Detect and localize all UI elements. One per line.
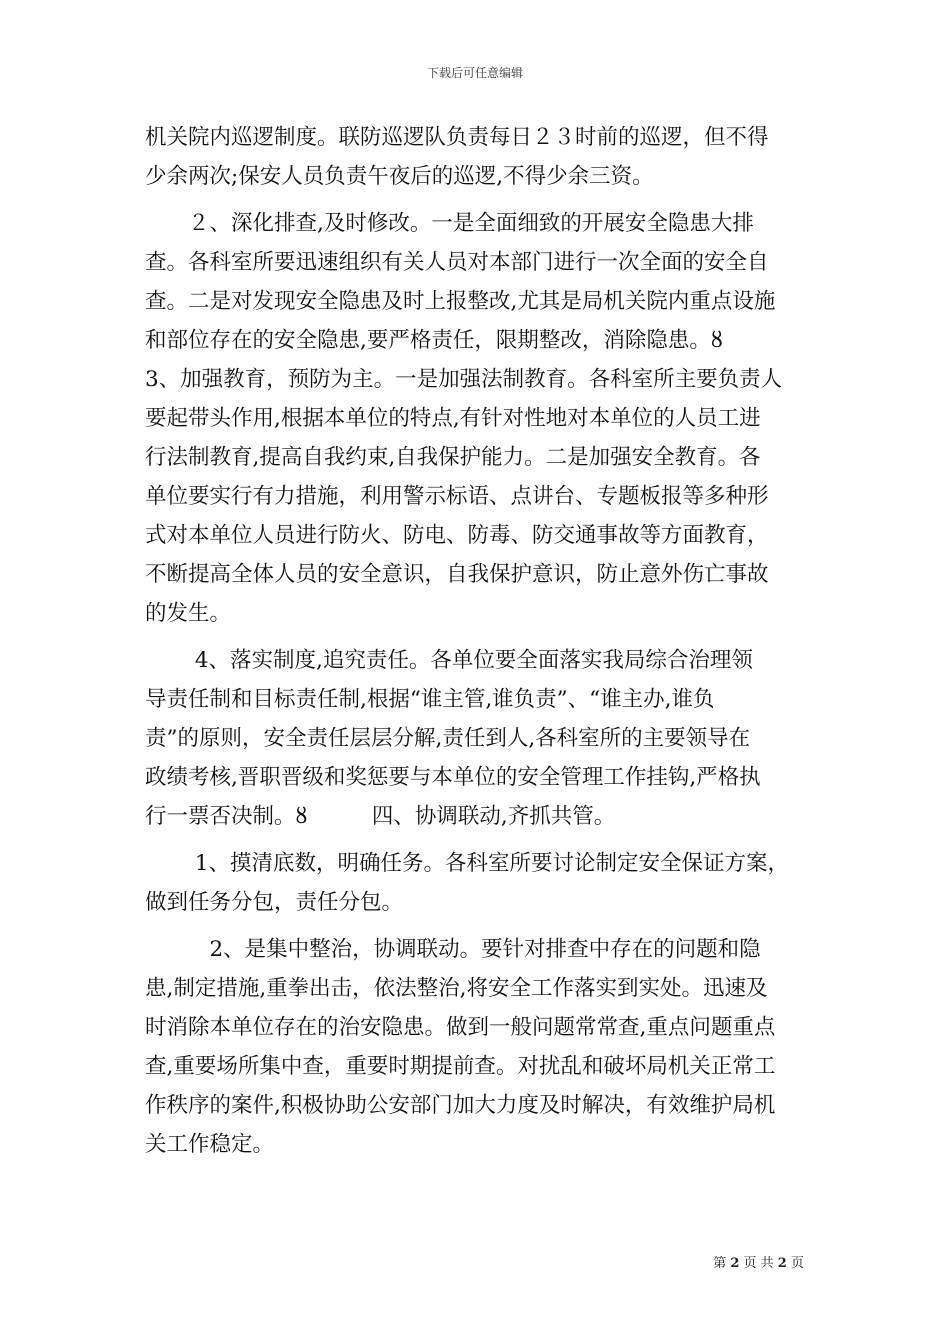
text-line: 单位要实行有力措施，利用警示标语、点讲台、专题板报等多种形 [145,484,769,509]
text-line: 做到任务分包，责任分包。 [145,890,404,915]
text-line: 导责任制和目标责任制,根据“谁主管,谁负责”、“谁主办,谁负 [145,687,715,712]
text-line: 作秩序的案件,积极协助公安部门加大力度及时解决，有效维护局机 [145,1093,776,1118]
text-line: 式对本单位人员进行防火、防电、防毒、防交通事故等方面教育， [145,523,769,548]
current-page-number: 2 [730,1256,740,1271]
text-line: 4、落实制度,追究责任。各单位要全面落实我局综合治理领 [145,648,753,673]
text-line: 3、加强教育，预防为主。一是加强法制教育。各科室所主要负责人 [145,367,783,392]
text-line: 查。各科室所要迅速组织有关人员对本部门进行一次全面的安全自 [145,250,769,275]
footer-suffix: 页 [790,1256,804,1271]
text-line: 行法制教育,提高自我约束,自我保护能力。二是加强安全教育。各 [145,445,761,470]
text-line: 少余两次;保安人员负责午夜后的巡逻,不得少余三资。 [145,164,654,189]
text-line: 不断提高全体人员的安全意识，自我保护意识，防止意外伤亡事故 [145,562,769,587]
text-line: 政绩考核,晋职晋级和奖惩要与本单位的安全管理工作挂钩,严格执 [145,765,761,790]
text-line: 查。二是对发现安全隐患及时上报整改,尤其是局机关院内重点设施 [145,289,776,314]
footer-prefix: 第 [713,1256,727,1271]
text-line: 患,制定措施,重拳出击，依法整治,将安全工作落实到实处。迅速及 [145,976,768,1001]
text-line: 要起带头作用,根据本单位的特点,有针对性地对本单位的人员工进 [145,406,761,431]
text-line: 的发生。 [145,601,232,626]
page-header: 下载后可任意编辑 [426,66,523,80]
text-line: 2、是集中整治，协调联动。要针对排查中存在的问题和隐 [145,937,761,962]
page-footer [713,1252,804,1271]
text-line: 机关院内巡逻制度。联防巡逻队负责每日２３时前的巡逻，但不得 [145,125,769,150]
text-line: 查,重要场所集中查，重要时期提前查。对扰乱和破坏局机关正常工 [145,1054,776,1079]
text-line: 1、摸清底数，明确任务。各科室所要讨论制定安全保证方案， [145,851,790,876]
document-body [145,118,825,1164]
text-line: ２、深化排查,及时修改。一是全面细致的开展安全隐患大排 [145,211,754,236]
text-line: 时消除本单位存在的治安隐患。做到一般问题常常查,重点问题重点 [145,1015,776,1040]
text-line: 责”的原则，安全责任层层分解,责任到人,各科室所的主要领导在 [145,726,751,751]
text-line: 关工作稳定。 [145,1132,275,1157]
total-page-number: 2 [777,1256,787,1271]
footer-middle: 页 共 [743,1256,774,1271]
text-line: 和部位存在的安全隐患,要严格责任，限期整改，消除隐患。ȣ [145,328,723,353]
text-line: 行一票否决制。ȣ 四、协调联动,齐抓共管。 [145,804,616,829]
